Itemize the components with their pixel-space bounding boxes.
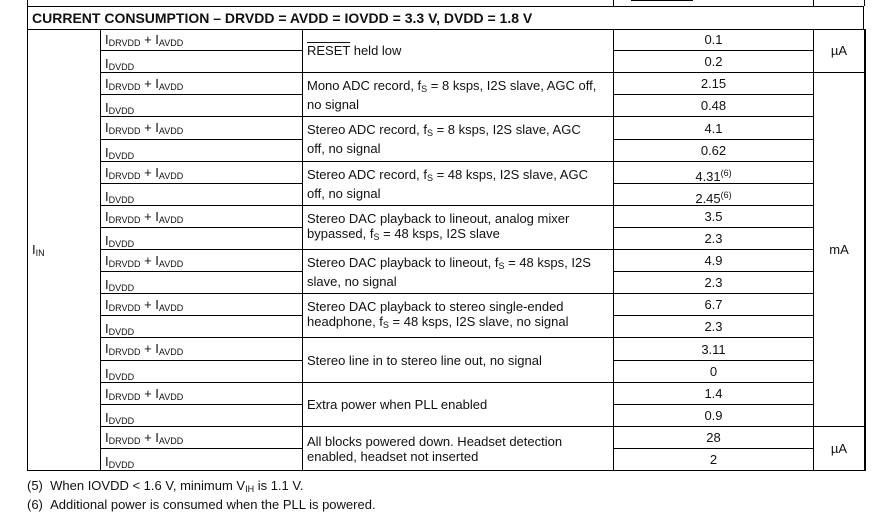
symbol-i: I [105,253,109,268]
symbol-plus: + [140,32,156,47]
symbol-i: I [155,32,159,47]
spec-table [27,29,865,471]
value-cell [613,294,813,316]
symbol-dvdd [105,56,134,72]
top-strip-fragment [631,0,693,3]
symbol-i: I [155,430,159,445]
symbol-sub: DRVDD [108,303,141,313]
value-cell [613,206,813,228]
condition-main: Stereo DAC playback to stereo single-ended headphone, f [307,298,564,329]
symbol-cell [100,162,302,184]
symbol-sub: DVDD [108,372,135,382]
condition-text [303,122,597,156]
symbol-plus: + [140,253,156,268]
condition-cell [302,294,613,338]
symbol-i: I [155,209,159,224]
symbol-dvdd [105,366,134,382]
condition-text [303,353,597,368]
condition-cell [302,427,613,471]
value-dvdd: 2.3 [704,231,723,246]
symbol-plus: + [140,386,156,401]
symbol-cell [100,184,302,206]
value-dvdd: 2.3 [704,319,723,334]
symbol-drvdd-avdd [105,386,183,402]
symbol-dvdd [105,410,134,426]
symbol-sub: DVDD [108,62,135,72]
symbol-sub: DRVDD [108,259,141,269]
symbol-drvdd-avdd [105,297,183,313]
symbol-sub: DRVDD [108,38,141,48]
condition-rest: = 48 ksps, I2S slave [379,225,500,241]
symbol-drvdd-avdd [105,253,183,269]
value-cell [613,361,813,383]
value-cell [613,95,813,117]
symbol-cell [100,338,302,361]
unit-label: µA [830,43,848,58]
condition-text [303,434,597,464]
symbol-i: I [105,56,109,71]
footnote-5: (5) When IOVDD < 1.6 V, minimum $V_{IH}$ is 1.1 V. [27,478,304,494]
symbol-cell [100,449,302,471]
symbol-cell [100,228,302,250]
value-cell [613,162,813,184]
symbol-sub: AVDD [158,126,184,136]
symbol-i: I [155,76,159,91]
value-dvdd: 0 [709,364,718,379]
condition-sub: S [421,83,428,94]
condition-main: Stereo ADC record, f [307,122,427,137]
symbol-sub: AVDD [158,82,184,92]
value-cell [613,383,813,405]
symbol-i: I [105,165,109,180]
condition-sub: S [426,128,433,138]
symbol-drvdd-avdd [105,209,183,225]
symbol-plus: + [140,76,156,91]
symbol-dvdd [105,454,134,470]
symbol-drvdd-avdd [105,165,183,181]
symbol-drvdd-avdd [105,341,183,357]
symbol-sub: DRVDD [108,347,141,357]
value-dvdd: 2 [709,452,718,467]
symbol-sub: AVDD [158,392,184,402]
condition-sub: S [373,231,380,242]
value-cell [613,405,813,427]
symbol-drvdd-avdd [105,76,183,92]
condition-text [303,43,597,58]
symbol-sub: AVDD [158,215,184,225]
condition-main: Stereo DAC playback to lineout, analog mixer bypassed, f [307,210,570,241]
symbol-i: I [105,233,109,248]
value-dvdd: 2.3 [704,275,723,290]
symbol-cell [100,250,302,272]
symbol-sub: DVDD [108,151,135,161]
right-edge [864,29,866,471]
condition-text [303,78,597,112]
parameter-symbol: $I_{IN}$ [32,242,45,258]
condition-main: Stereo line in to stereo line out, no signal [307,352,542,368]
value-cell [613,316,813,338]
value-drvdd-avdd: 6.7 [704,297,723,312]
symbol-cell [100,73,302,95]
symbol-i: I [105,341,109,356]
symbol-dvdd [105,321,134,337]
unit-cell [813,29,864,73]
symbol-sub: DRVDD [108,392,141,402]
value-drvdd-avdd: 2.15 [700,76,727,91]
symbol-cell [100,383,302,405]
condition-text [303,167,597,201]
symbol-sub: DRVDD [108,82,141,92]
symbol-dvdd [105,277,134,293]
condition-main: Stereo ADC record, f [307,166,427,182]
symbol-i: I [105,100,109,115]
symbol-plus: + [140,430,156,445]
symbol-cell [100,51,302,73]
unit-cell [813,427,864,471]
symbol-cell [100,140,302,162]
footnotes [27,478,376,513]
symbol-sub: AVDD [158,436,184,446]
value-cell [613,73,813,95]
value-cell [613,250,813,272]
top-strip-line [864,0,865,6]
symbol-i: I [155,165,159,180]
symbol-cell [100,29,302,51]
value-dvdd: 0.9 [704,408,723,423]
parameter-cell [27,29,100,471]
value-cell [613,29,813,51]
condition-rest: = 48 ksps, I2S slave, AGC off, no signal [307,166,588,201]
value-cell [613,184,813,206]
condition-cell [302,117,613,162]
symbol-sub: DVDD [108,416,135,426]
symbol-plus: + [140,341,156,356]
symbol-dvdd [105,233,134,249]
value-dvdd: 0.62 [700,143,727,158]
symbol-sub: DRVDD [108,126,141,136]
condition-cell [302,206,613,250]
symbol-i: I [155,341,159,356]
condition-cell [302,250,613,294]
condition-sub: S [382,319,389,330]
condition-main: Extra power when PLL enabled [307,397,488,412]
condition-text [303,397,597,412]
symbol-i: I [105,145,109,160]
symbol-cell [100,95,302,117]
value-drvdd-avdd: 3.5 [704,209,723,224]
reset-signal: RESET [307,43,351,58]
footnote-6: (6) Additional power is consumed when the PLL is powered. [27,497,376,512]
symbol-i: I [105,321,109,336]
symbol-cell [100,405,302,427]
condition-cell [302,162,613,206]
symbol-cell [100,206,302,228]
symbol-plus: + [140,209,156,224]
symbol-sub: AVDD [158,347,184,357]
condition-cell [302,383,613,427]
condition-text [303,255,597,289]
condition-cell [302,29,613,73]
condition-rest: = 48 ksps, I2S slave, no signal [388,313,569,329]
symbol-i: I [105,277,109,292]
value-cell [613,51,813,73]
symbol-sub: AVDD [158,259,184,269]
symbol-i: I [105,297,109,312]
symbol-i: I [105,76,109,91]
symbol-cell [100,117,302,140]
symbol-cell [100,316,302,338]
symbol-sub: DVDD [108,327,135,337]
symbol-i: I [105,454,109,469]
symbol-dvdd [105,189,134,205]
condition-rest: = 8 ksps, I2S slave, AGC off, no signal [307,122,581,156]
symbol-cell [100,272,302,294]
symbol-sub: AVDD [158,303,184,313]
symbol-i: I [105,209,109,224]
value-cell [613,272,813,294]
symbol-sub: AVDD [158,38,184,48]
condition-main: Stereo DAC playback to lineout, f [307,254,499,270]
symbol-sub: DVDD [108,283,135,293]
symbol-sub: DRVDD [108,215,141,225]
symbol-i: I [155,253,159,268]
value-dvdd: 0.2 [704,54,723,69]
condition-rest: = 8 ksps, I2S slave, AGC off, no signal [307,77,597,112]
symbol-sub: AVDD [158,171,184,181]
symbol-i: I [105,410,109,425]
symbol-plus: + [140,297,156,312]
symbol-sub: DVDD [108,239,135,249]
symbol-sub: DVDD [108,106,135,116]
symbol-drvdd-avdd [105,32,183,48]
symbol-plus: + [140,165,156,180]
value-dvdd: 2.45 [695,191,721,206]
value-drvdd-avdd: 1.4 [704,386,723,401]
symbol-i: I [105,366,109,381]
symbol-sub: DVDD [108,195,135,205]
condition-text [303,299,597,333]
symbol-cell [100,361,302,383]
symbol-cell [100,427,302,449]
condition-rest: = 48 ksps, I2S slave, no signal [307,254,591,289]
symbol-dvdd [105,145,134,161]
section-header: CURRENT CONSUMPTION – DRVDD = AVDD = IOVDD = 3.3 V, DVDD = 1.8 V [27,6,864,30]
value-drvdd-avdd: 4.1 [704,121,723,136]
symbol-i: I [155,386,159,401]
value-cell [613,140,813,162]
symbol-drvdd-avdd [105,430,183,446]
footnote-ref: (6) [720,168,732,178]
value-drvdd-avdd: 28 [706,430,721,445]
condition-main: Mono ADC record, f [307,77,422,93]
value-drvdd-avdd: 0.1 [704,32,723,47]
unit-label: µA [830,441,848,456]
condition-text [303,211,597,245]
symbol-i: I [105,386,109,401]
symbol-i: I [105,189,109,204]
condition-main: All blocks powered down. Headset detection enabled, headset not inserted [307,433,563,464]
symbol-sub: DRVDD [108,436,141,446]
value-cell [613,228,813,250]
symbol-i: I [155,120,159,135]
value-drvdd-avdd: 4.9 [704,253,723,268]
symbol-i: I [155,297,159,312]
symbol-sub: DRVDD [108,171,141,181]
unit-cell [813,73,864,427]
symbol-i: I [105,430,109,445]
value-cell [613,449,813,471]
symbol-cell [100,294,302,316]
value-cell [613,338,813,361]
condition-main: held low [350,43,402,58]
condition-cell [302,338,613,383]
unit-label: mA [829,242,849,257]
symbol-plus: + [140,120,156,135]
symbol-dvdd [105,100,134,116]
symbol-sub: DVDD [108,460,135,470]
footnote-ref: (6) [720,190,732,200]
symbol-i: I [105,120,109,135]
value-dvdd: 0.48 [700,98,727,113]
value-drvdd-avdd: 3.11 [701,342,726,357]
condition-cell [302,73,613,117]
symbol-drvdd-avdd [105,120,183,136]
value-drvdd-avdd: 4.31 [695,169,721,184]
value-cell [613,117,813,140]
value-cell [613,427,813,449]
condition-sub: S [426,172,433,183]
condition-sub: S [498,260,505,271]
symbol-i: I [105,32,109,47]
